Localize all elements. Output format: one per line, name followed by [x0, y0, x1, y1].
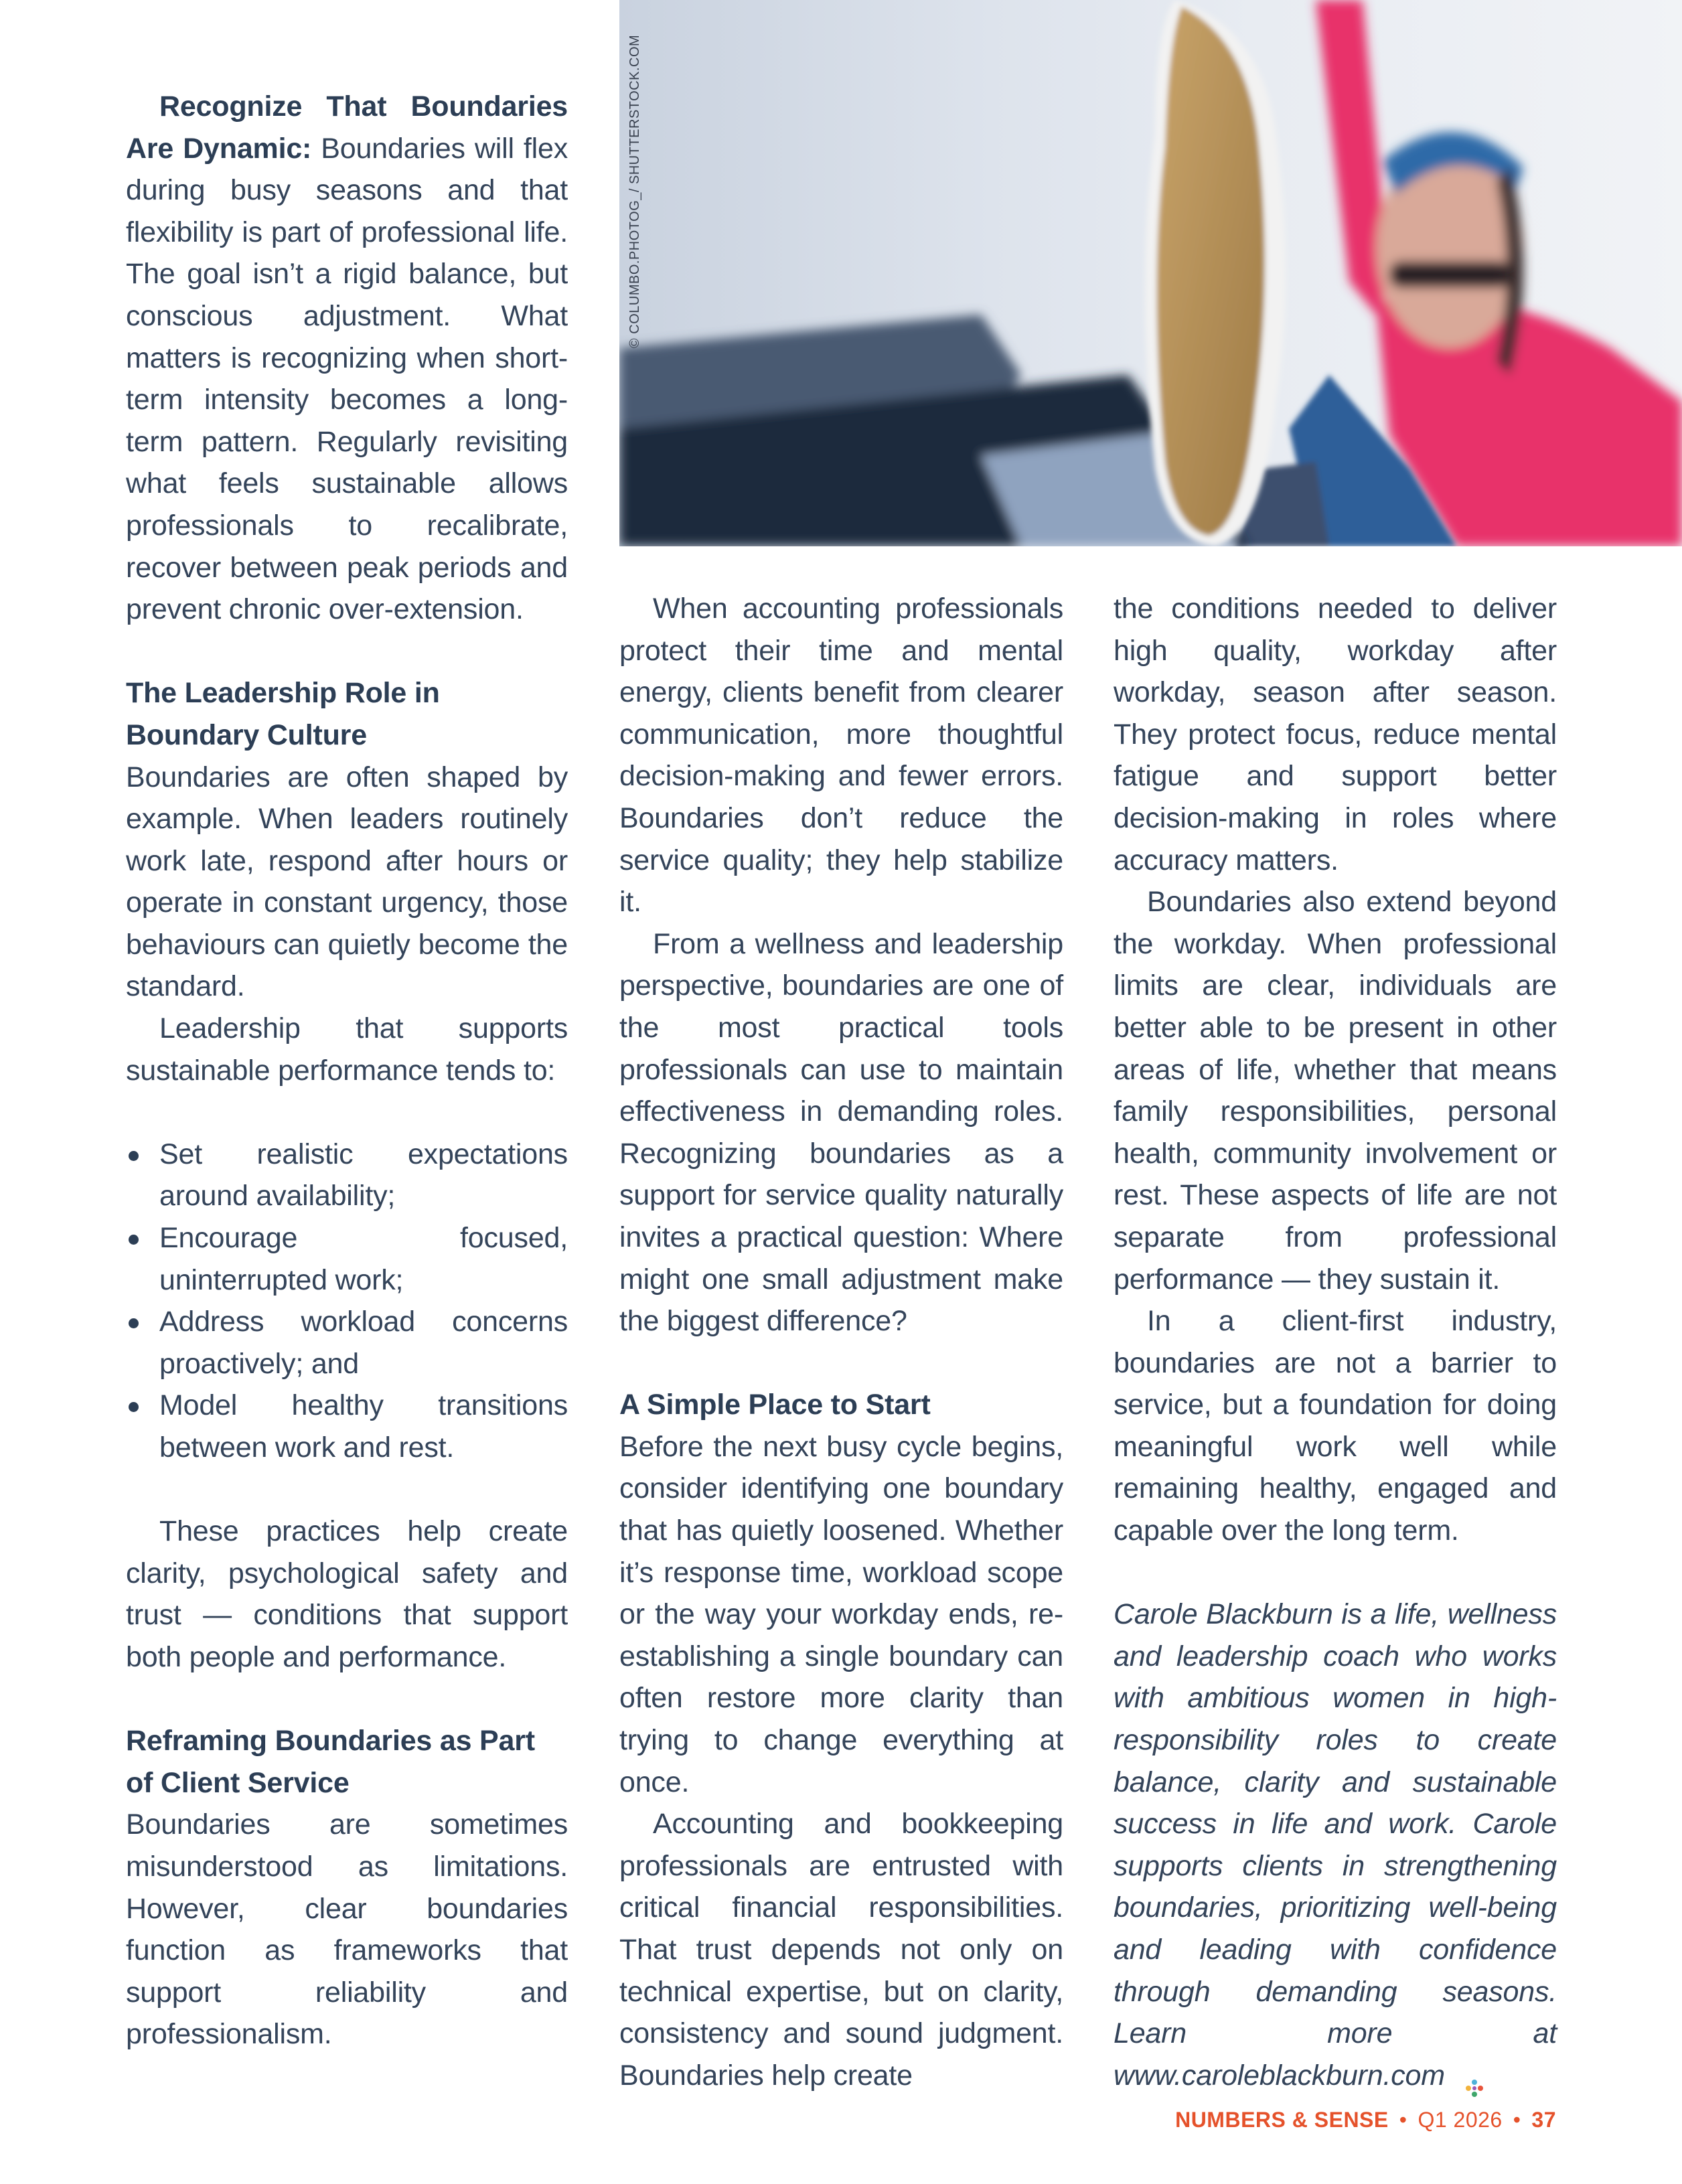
bullet-item: Set realistic expectations around availability;	[126, 1134, 568, 1217]
author-bio-text: Carole Blackburn is a life, wellness and leadership coach who works with ambitious women in high-responsibility roles to create balance, clarity and sustainable success in life and work. Carole supports clients in strengthening boundaries, prioritizing well-being and leading with confidence through demanding seasons. Learn more at	[1114, 1598, 1557, 2050]
bullet-item: Encourage focused, uninterrupted work;	[126, 1217, 568, 1301]
article-photo	[619, 0, 1682, 546]
bullet-item: Address workload concerns proactively; and	[126, 1301, 568, 1385]
footer-separator: •	[1513, 2108, 1521, 2132]
simple-start-paragraph: Before the next busy cycle begins, consider identifying one boundary that has quietly loosened. Whether it’s response time, workload scope or the way your workday ends, re-establishing a single boundary can often restore more clarity than trying to change everything at once.	[619, 1430, 1063, 1798]
column-2	[619, 588, 1063, 2096]
section-heading-simple-start: A Simple Place to Start	[619, 1389, 931, 1421]
client-benefit-paragraph: When accounting professionals protect their time and mental energy, clients benefit from clearer communication, more thoughtful decision-making and fewer errors. Boundaries don’t reduce the service quality; they help stabilize it.	[619, 593, 1063, 919]
photo-illustration	[619, 0, 1682, 546]
dynamic-boundaries-paragraph	[126, 86, 568, 631]
reframing-paragraph: Boundaries are sometimes misunderstood as limitations. However, clear boundaries function as frameworks that support reliability and professionalism.	[126, 1808, 568, 2051]
author-website-link[interactable]: www.caroleblackburn.com	[1114, 2059, 1445, 2092]
dynamic-boundaries-text: Boundaries will flex during busy seasons and that flexibility is part of professional life. The goal isn’t a rigid balance, but conscious adjustment. What matters is recognizing when short-term intensity becomes a long-term pattern. Regularly revisiting what feels sustainable allows professionals to recalibrate, recover between peak periods and prevent chronic over-extension.	[126, 132, 568, 626]
bullet-item: Model healthy transitions between work and rest.	[126, 1385, 568, 1468]
page-number: 37	[1531, 2108, 1556, 2132]
accounting-trust-paragraph: Accounting and bookkeeping professionals are entrusted with critical financial responsibilities. That trust depends not only on technical expertise, but on clarity, consistency and sound judgment. Boundaries help create	[619, 1808, 1063, 2092]
leadership-paragraph: Boundaries are often shaped by example. When leaders routinely work late, respond after hours or operate in constant urgency, those behaviours can quietly become the standard.	[126, 761, 568, 1003]
wellness-perspective-paragraph: From a wellness and leadership perspective, boundaries are one of the most practical tools professionals can use to maintain effectiveness in demanding roles. Recognizing boundaries as a support for service quality naturally invites a practical question: Where might one small adjustment make the biggest difference?	[619, 927, 1063, 1338]
leadership-bullet-list	[126, 1134, 568, 1469]
magazine-name: NUMBERS & SENSE	[1175, 2108, 1389, 2132]
beyond-workday-paragraph: Boundaries also extend beyond the workday. When professional limits are clear, individuals are better able to be present in other areas of life, whether that means family responsibilities, personal health, community involvement or rest. These aspects of life are not separate from professional performance — they sustain it.	[1114, 886, 1557, 1296]
section-heading-leadership: The Leadership Role in Boundary Culture	[126, 677, 440, 751]
column-1	[126, 86, 568, 2055]
footer-separator: •	[1399, 2108, 1407, 2132]
practices-paragraph: These practices help create clarity, psychological safety and trust — conditions that support both people and performance.	[126, 1515, 568, 1673]
community-logo-icon	[1465, 2068, 1484, 2086]
author-bio	[1114, 1593, 1557, 2096]
page-footer	[1175, 2108, 1556, 2132]
section-heading-reframing: Reframing Boundaries as Part of Client Service	[126, 1725, 535, 1799]
leadership-intro-paragraph: Leadership that supports sustainable performance tends to:	[126, 1012, 568, 1087]
client-first-paragraph: In a client-first industry, boundaries are not a barrier to service, but a foundation for doing meaningful work well while remaining healthy, engaged and capable over the long term.	[1114, 1305, 1557, 1547]
photo-credit: © COLUMBO.PHOTOG_/ SHUTTERSTOCK.COM	[627, 34, 642, 348]
dynamic-boundaries-lead: Recognize That Boundaries Are Dynamic:	[126, 90, 568, 165]
conditions-paragraph: the conditions needed to deliver high quality, workday after workday, season after season. They protect focus, reduce mental fatigue and support better decision-making in roles where accuracy matters.	[1114, 593, 1557, 876]
issue-label: Q1 2026	[1418, 2108, 1503, 2132]
column-3	[1114, 588, 1557, 2096]
